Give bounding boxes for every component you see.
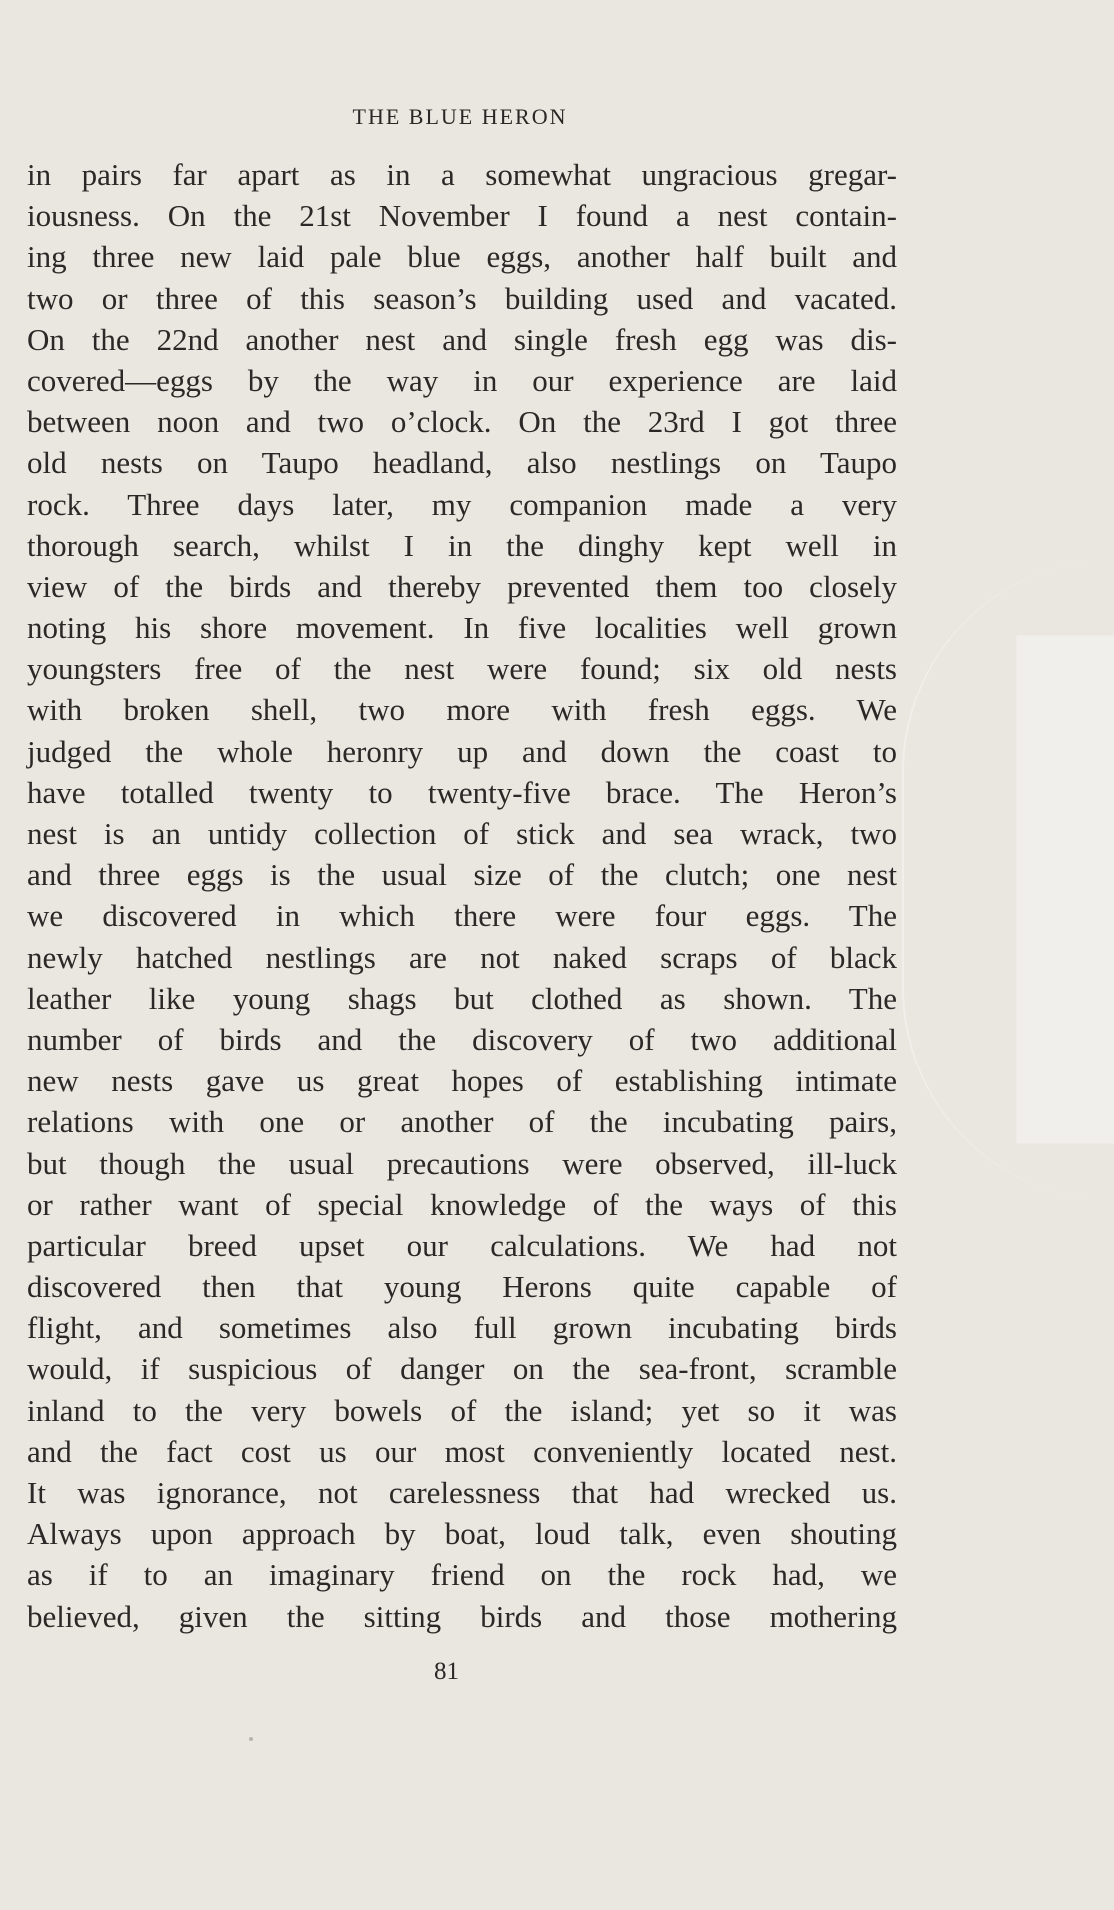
text-line: rock. Three days later, my companion made a very [27, 486, 897, 522]
text-line: youngsters free of the nest were found; six old nests [27, 651, 897, 687]
text-line: flight, and sometimes also full grown incubating birds [27, 1310, 897, 1346]
text-line: discovered then that young Herons quite capable of [27, 1269, 897, 1305]
text-line: old nests on Taupo headland, also nestlings on Taupo [27, 445, 897, 481]
text-line: relations with one or another of the incubating pairs, [27, 1104, 897, 1140]
text-line: with broken shell, two more with fresh eggs. We [27, 692, 897, 728]
text-line: On the 22nd another nest and single fresh egg was dis- [27, 321, 897, 357]
text-line: Always upon approach by boat, loud talk, even shouting [27, 1516, 897, 1552]
paper-speck [249, 1737, 253, 1741]
text-line: newly hatched nestlings are not naked scraps of black [27, 939, 897, 975]
text-line: in pairs far apart as in a somewhat ungracious gregar- [27, 157, 897, 192]
text-line: It was ignorance, not carelessness that had wrecked us. [27, 1475, 897, 1510]
text-line: number of birds and the discovery of two additional [27, 1021, 897, 1057]
text-line: as if to an imaginary friend on the rock had, we [27, 1557, 897, 1593]
text-line: believed, given the sitting birds and those mothering [27, 1598, 897, 1634]
text-line: and the fact cost us our most conveniently located nest. [27, 1433, 897, 1469]
text-line: ing three new laid pale blue eggs, another half built and [27, 239, 897, 275]
text-line: noting his shore movement. In five localities well grown [27, 610, 897, 646]
text-line: but though the usual precautions were observed, ill-luck [27, 1145, 897, 1181]
text-line: we discovered in which there were four eggs. The [27, 898, 897, 934]
text-line: particular breed upset our calculations. We had not [27, 1227, 897, 1263]
text-line: have totalled twenty to twenty-five brace. The Heron’s [27, 774, 897, 810]
text-line: iousness. On the 21st November I found a nest contain- [27, 198, 897, 234]
text-line: new nests gave us great hopes of establishing intimate [27, 1063, 897, 1099]
text-line: two or three of this season’s building used and vacated. [27, 280, 897, 316]
text-line: nest is an untidy collection of stick and sea wrack, two [27, 816, 897, 851]
text-line: covered—eggs by the way in our experience are laid [27, 362, 897, 398]
paper-fold-mark [902, 560, 1114, 1200]
text-line: view of the birds and thereby prevented them too closely [27, 568, 897, 604]
text-line: or rather want of special knowledge of the ways of this [27, 1186, 897, 1222]
page-number: 81 [434, 1658, 459, 1685]
running-head: THE BLUE HERON [352, 104, 568, 129]
body-text [27, 154, 897, 1637]
text-line: inland to the very bowels of the island; yet so it was [27, 1392, 897, 1428]
text-line: judged the whole heronry up and down the coast to [27, 733, 897, 769]
text-line: and three eggs is the usual size of the clutch; one nest [27, 857, 897, 893]
text-line: would, if suspicious of danger on the sea-front, scramble [27, 1351, 897, 1387]
text-line: between noon and two o’clock. On the 23rd I got three [27, 404, 897, 440]
text-line: leather like young shags but clothed as shown. The [27, 980, 897, 1016]
text-line: thorough search, whilst I in the dinghy kept well in [27, 527, 897, 563]
